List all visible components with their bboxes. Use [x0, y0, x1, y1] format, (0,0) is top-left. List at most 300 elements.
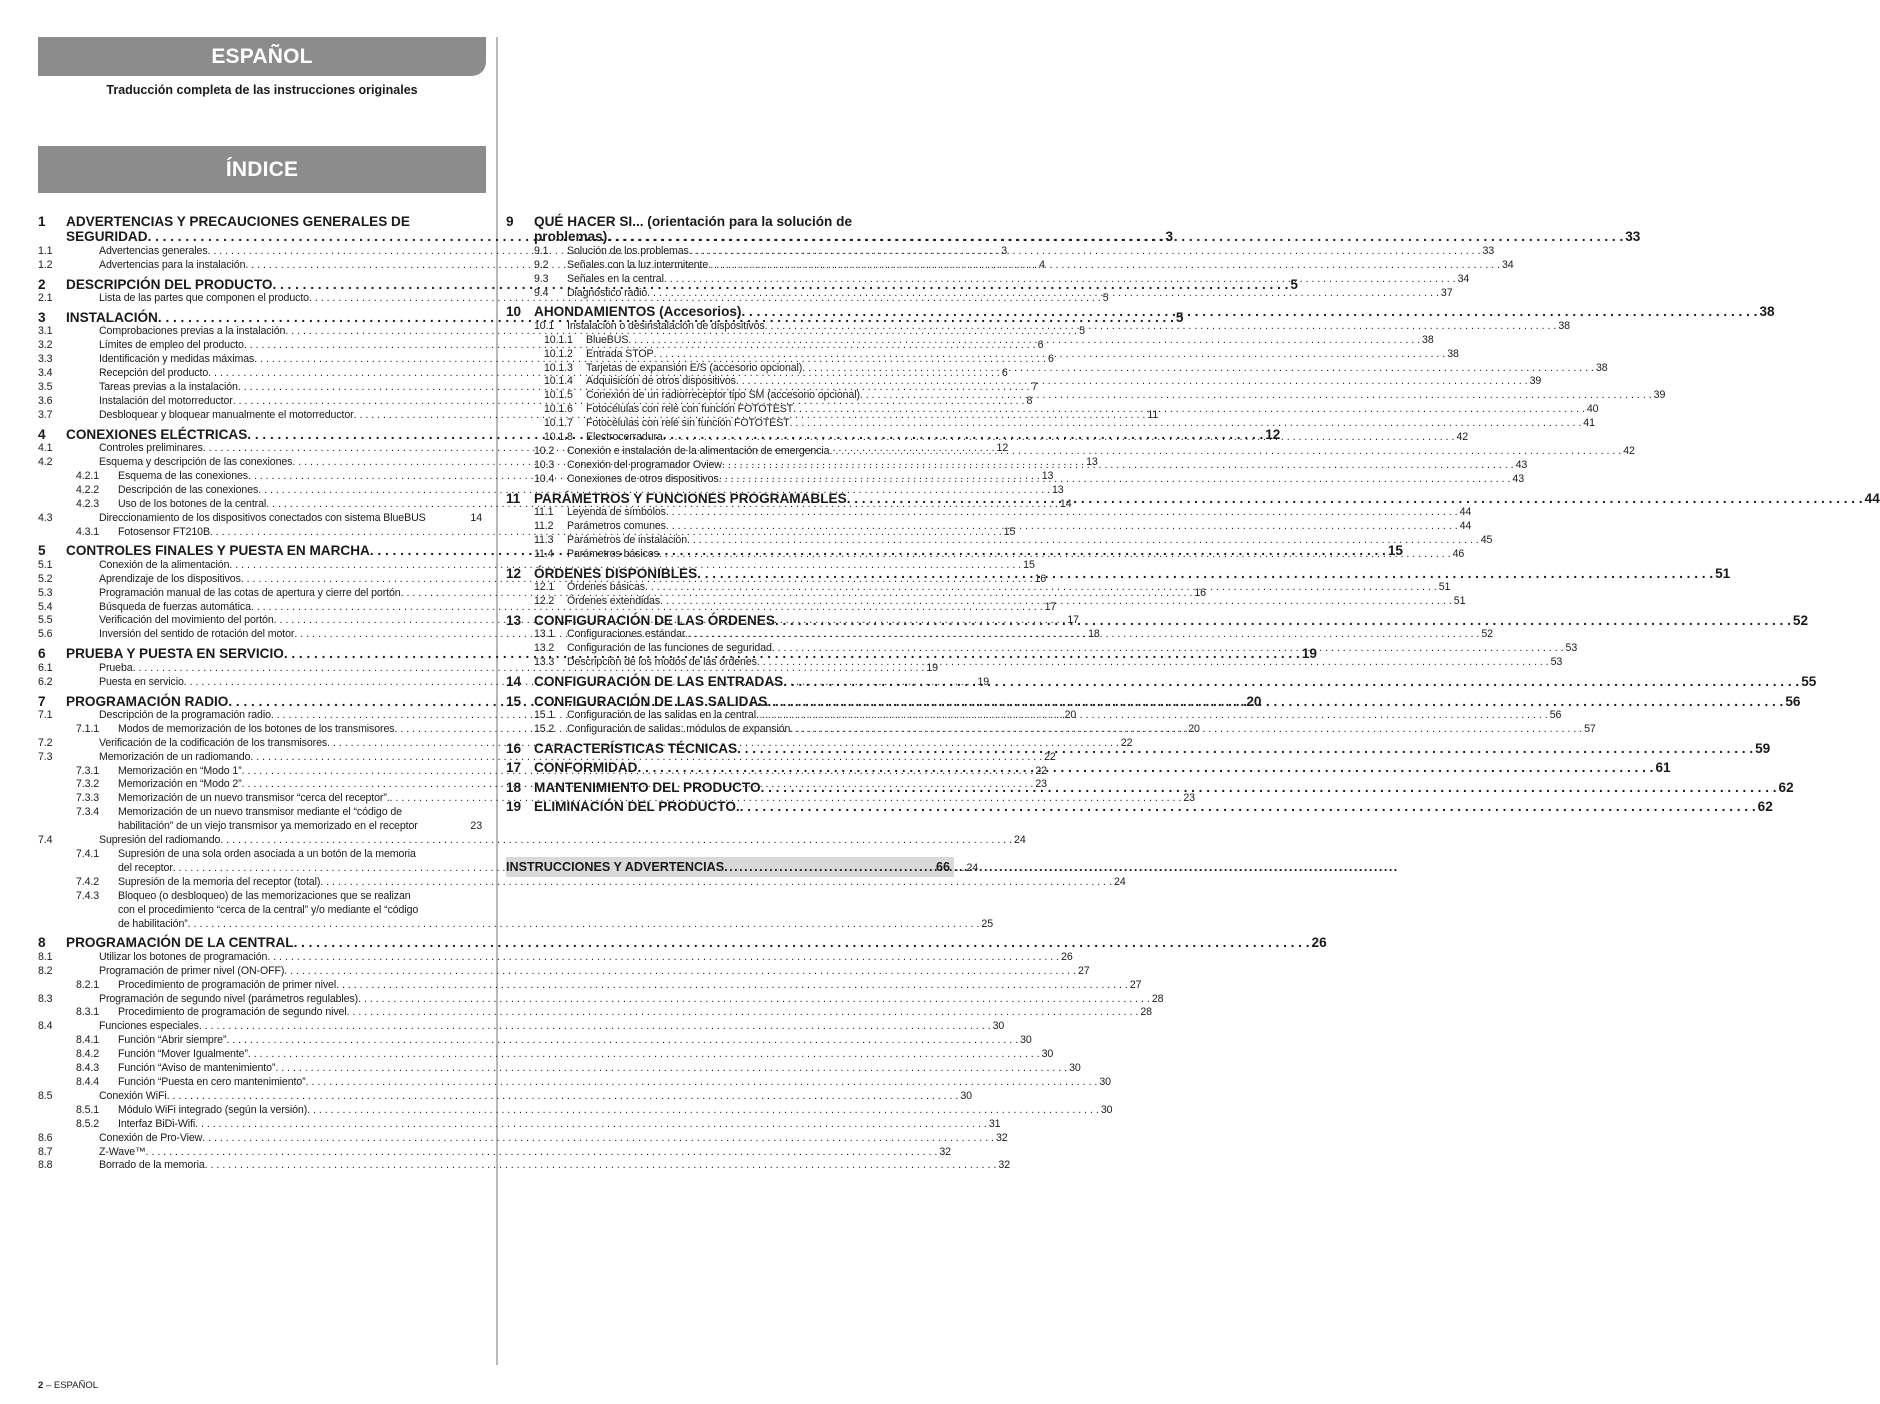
toc-subsection-title-text: Conexiones de otros dispositivos — [567, 472, 719, 485]
toc-subsection-number: 10.4 — [534, 472, 555, 485]
toc-subsection-entry[interactable] — [38, 950, 1073, 965]
toc-subsection-number: 7.4.3 — [76, 889, 100, 902]
toc-leader-dots — [306, 1076, 1098, 1090]
toc-title-last-line — [567, 287, 1453, 301]
footer-language: ESPAÑOL — [53, 1380, 99, 1391]
toc-leader-dots — [756, 709, 1548, 723]
toc-leader-dots — [275, 1062, 1067, 1076]
toc-leader-dots — [307, 1104, 1099, 1118]
toc-title-last-line — [586, 403, 1598, 417]
toc-title-last-line — [534, 760, 1671, 775]
toc-subsection-title-text: Señales con la luz intermitente — [567, 258, 709, 271]
toc-subsection-page: 56 — [1549, 708, 1562, 721]
toc-title-last-line — [99, 834, 1026, 848]
toc-subsection-entry[interactable] — [506, 258, 1514, 273]
toc-subsection-page: 23 — [1183, 792, 1195, 805]
toc-chapter-title-text: CONEXIONES ELÉCTRICAS — [66, 426, 248, 442]
toc-title-last-line — [567, 445, 1635, 459]
toc-subsection-title-text: Adquisición de otros dispositivos — [586, 375, 736, 388]
toc-subsection-title — [118, 1034, 1032, 1048]
toc-leader-dots — [688, 628, 1480, 642]
toc-subsection-number: 6.2 — [38, 675, 53, 688]
toc-subsection-entry[interactable] — [506, 417, 1595, 431]
toc-subsection-entry[interactable] — [506, 375, 1542, 389]
toc-subsection-entry[interactable] — [38, 1062, 1081, 1076]
toc-subsection-number: 9.4 — [534, 286, 549, 299]
toc-subsection-number: 8.5 — [38, 1089, 53, 1102]
toc-chapter-title-text: CARACTERÍSTICAS TÉCNICAS — [534, 740, 738, 756]
toc-subsection-entry[interactable] — [38, 750, 1056, 765]
toc-subsection-entry[interactable] — [38, 1020, 1005, 1034]
toc-subsection-number: 7.3.2 — [76, 778, 100, 791]
toc-chapter-number: 4 — [38, 426, 46, 442]
toc-subsection-number: 10.1.1 — [544, 333, 573, 346]
toc-subsection-page: 13 — [1051, 483, 1064, 496]
toc-subsection-number: 15.2 — [534, 722, 555, 735]
toc-subsection-title — [118, 979, 1141, 993]
toc-subsection-entry[interactable] — [38, 1006, 1152, 1020]
toc-subsection-title-text: Advertencias para la instalación — [99, 258, 246, 271]
toc-subsection-title-text: Prueba — [99, 661, 133, 674]
toc-subsection-entry[interactable] — [38, 1145, 951, 1160]
toc-subsection-entry[interactable] — [38, 834, 1026, 848]
toc-subsection-entry[interactable] — [506, 656, 1563, 670]
toc-title-last-line — [586, 362, 1608, 376]
toc-subsection-title-text: Supresión de la memoria del receptor (total) — [118, 875, 321, 888]
toc-subsection-page: 33 — [1482, 244, 1495, 257]
toc-subsection-page: 5 — [1102, 292, 1109, 305]
toc-chapter-page: 44 — [1864, 490, 1880, 506]
toc-chapter-title-text: CONFIGURACIÓN DE LAS SALIDAS — [534, 693, 768, 709]
toc-leader-dots — [772, 642, 1564, 656]
toc-leader-dots — [146, 1146, 938, 1160]
toc-chapter-title — [534, 491, 1880, 506]
toc-subsection-entry[interactable] — [506, 533, 1493, 548]
toc-title-last-line — [534, 674, 1816, 689]
toc-chapter-page: 3 — [1165, 229, 1174, 245]
toc-subsection-number: 5.4 — [38, 600, 53, 613]
toc-chapter-title — [534, 799, 1773, 814]
toc-subsection-page: 12 — [996, 442, 1009, 455]
toc-subsection-entry[interactable] — [38, 1117, 1001, 1132]
toc-subsection-entry[interactable] — [38, 1089, 972, 1104]
toc-title-line: Supresión de una sola orden asociada a un botón de la memoria — [118, 847, 416, 860]
toc-chapter-page: 15 — [1387, 543, 1403, 559]
toc-title-last-line — [586, 334, 1434, 348]
toc-subsection-number: 8.3.1 — [76, 1006, 100, 1019]
toc-subsection-title-text: Advertencias generales — [99, 244, 208, 257]
toc-subsection-page: 32 — [939, 1145, 951, 1158]
toc-subsection-page: 30 — [1099, 1075, 1111, 1088]
toc-leader-dots — [666, 506, 1458, 520]
toc-subsection-number: 9.1 — [534, 244, 549, 257]
toc-subsection-number: 8.4.3 — [76, 1062, 100, 1075]
toc-subsection-entry[interactable] — [38, 1131, 1008, 1146]
toc-leader-dots — [761, 780, 1777, 795]
toc-chapter-page: 33 — [1625, 229, 1641, 245]
toc-subsection-number: 10.1.6 — [544, 403, 573, 416]
toc-title-last-line — [118, 1118, 1000, 1132]
toc-subsection-number: 3.1 — [38, 325, 53, 338]
toc-subsection-title-text: Leyenda de símbolos — [567, 506, 666, 519]
toc-subsection-title-text: Memorización en “Modo 2” — [118, 778, 242, 791]
toc-chapter-number: 17 — [506, 760, 522, 776]
toc-subsection-title-text: Instalación o desinstalación de dispositivos — [567, 319, 765, 332]
toc-subsection-page: 14 — [470, 511, 482, 524]
toc-subsection-page: 25 — [981, 917, 994, 930]
toc-title-last-line — [567, 259, 1514, 273]
toc-subsection-number: 11.4 — [534, 547, 554, 560]
toc-subsection-page: 30 — [992, 1020, 1005, 1033]
toc-subsection-title — [567, 628, 1493, 642]
toc-subsection-title-text: Entrada STOP — [586, 347, 654, 360]
toc-section — [38, 935, 1327, 1173]
toc-subsection-title — [99, 512, 482, 526]
toc-subsection-entry[interactable] — [506, 347, 1459, 362]
toc-leader-dots — [790, 417, 1582, 431]
toc-subsection-title-text: Búsqueda de fuerzas automática — [99, 600, 251, 613]
toc-chapter-title-text: CONTROLES FINALES Y PUESTA EN MARCHA — [66, 543, 370, 559]
toc-subsection-title-text: BlueBUS — [586, 333, 629, 346]
toc-subsection-title — [567, 581, 1450, 595]
toc-subsection-title-text: Procedimiento de programación de primer nivel — [118, 978, 337, 991]
toc-subsection-number: 4.2.1 — [76, 469, 100, 482]
toc-subsection-title — [118, 1048, 1053, 1062]
toc-subsection-title-text: Fotosensor FT210B — [118, 525, 210, 538]
toc-leader-dots — [737, 741, 1753, 756]
toc-title-last-line — [99, 1020, 1004, 1034]
toc-title-last-line — [118, 1048, 1053, 1062]
toc-subsection-entry[interactable] — [38, 806, 482, 834]
toc-subsection-number: 3.2 — [38, 339, 53, 352]
toc-chapter-page: 19 — [1301, 646, 1317, 662]
toc-subsection-entry[interactable] — [38, 1048, 1054, 1062]
toc-subsection-title — [118, 1062, 1081, 1076]
toc-title-last-line — [534, 229, 1640, 244]
toc-chapter-page: 55 — [1801, 674, 1817, 690]
toc-title-last-line — [534, 304, 1775, 319]
toc-subsection-number: 7.3.4 — [76, 806, 100, 819]
toc-subsection-title — [586, 348, 1459, 362]
toc-subsection-title-text: Función “Abrir siempre” — [118, 1034, 227, 1047]
toc-title-last-line — [99, 1146, 951, 1160]
toc-subsection-entry[interactable] — [38, 875, 1126, 890]
toc-subsection-number: 5.5 — [38, 614, 53, 627]
toc-title-last-line — [118, 1104, 1112, 1118]
toc-subsection-title — [567, 273, 1469, 287]
toc-subsection-title — [118, 1118, 1000, 1132]
toc-subsection-title — [567, 656, 1562, 670]
toc-subsection-number: 8.4.4 — [76, 1075, 100, 1088]
toc-subsection-title-text: Módulo WiFi integrado (según la versión) — [118, 1103, 308, 1116]
toc-subsection-title-text: Conexión de un radiorreceptor tipo SM (accesorio opcional) — [586, 389, 860, 402]
toc-subsection-entry[interactable] — [38, 889, 994, 932]
toc-subsection-number: 3.7 — [38, 408, 53, 421]
toc-chapter-number: 12 — [506, 565, 522, 581]
toc-subsection-page: 32 — [995, 1131, 1008, 1144]
toc-subsection-page: 40 — [1586, 403, 1599, 416]
toc-chapter-number: 14 — [506, 674, 522, 690]
toc-chapter-number: 1 — [38, 214, 46, 229]
toc-subsection-page: 28 — [1151, 992, 1164, 1005]
toc-leader-dots — [757, 656, 1549, 670]
toc-subsection-page: 24 — [1014, 834, 1026, 847]
toc-title-last-line — [99, 1090, 972, 1104]
toc-chapter-page: 38 — [1759, 304, 1775, 320]
toc-subsection-title-text: Límites de empleo del producto — [99, 339, 244, 352]
toc-subsection-page: 28 — [1140, 1006, 1152, 1019]
toc-subsection-page: 19 — [926, 661, 938, 674]
toc-subsection-title-text: Puesta en servicio — [99, 675, 184, 688]
toc-subsection-page: 3 — [1001, 244, 1008, 257]
toc-subsection-number: 6.1 — [38, 661, 53, 674]
toc-subsection-title — [118, 1006, 1152, 1020]
toc-subsection-entry[interactable] — [38, 1075, 1111, 1090]
toc-leader-dots — [248, 1048, 1040, 1062]
toc-subsection-entry[interactable] — [506, 272, 1470, 287]
toc-leader-dots — [697, 566, 1713, 581]
toc-subsection-page: 42 — [1456, 431, 1469, 444]
toc-chapter-number: 18 — [506, 779, 522, 795]
toc-subsection-entry[interactable] — [38, 992, 1164, 1007]
toc-subsection-entry[interactable] — [38, 1103, 1113, 1118]
toc-subsection-title-text: Función “Aviso de mantenimiento” — [118, 1062, 276, 1075]
toc-subsection-title-text: Esquema de las conexiones — [118, 469, 249, 482]
toc-subsection-page: 34 — [1501, 258, 1514, 271]
toc-subsection-entry[interactable] — [506, 319, 1570, 334]
toc-chapter-page: 51 — [1715, 565, 1731, 581]
toc-chapter-page: 59 — [1755, 740, 1771, 756]
toc-subsection-page: 13 — [1041, 469, 1054, 482]
toc-subsection-title — [118, 890, 993, 932]
toc-title-line: Memorización de un nuevo transmisor mediante el “código de — [118, 806, 402, 819]
toc-subsection-entry[interactable] — [38, 978, 1142, 993]
toc-subsection-title-text: Conexión del programador Oview — [567, 458, 722, 471]
toc-title-last-line — [567, 506, 1471, 520]
toc-subsection-page: 23 — [470, 820, 482, 833]
toc-chapter-number: 8 — [38, 935, 46, 951]
toc-subsection-number: 1.2 — [38, 258, 53, 271]
toc-chapter-number: 3 — [38, 309, 46, 325]
toc-chapter-title-text: AHONDAMIENTOS (Accesorios) — [534, 304, 742, 320]
toc-subsection-number: 9.3 — [534, 272, 549, 285]
toc-subsection-entry[interactable] — [506, 506, 1472, 520]
toc-leader-dots — [628, 334, 1420, 348]
toc-subsection-entry[interactable] — [38, 512, 482, 526]
toc-subsection-title-text: Comprobaciones previas a la instalación — [99, 325, 286, 338]
toc-subsection-number: 12.2 — [534, 595, 555, 608]
toc-subsection-title — [99, 1132, 1008, 1146]
toc-title-last-line — [99, 1159, 1010, 1173]
toc-chapter-heading[interactable] — [506, 214, 1641, 245]
toc-title-last-line — [118, 979, 1141, 993]
toc-subsection-page: 51 — [1453, 595, 1466, 608]
toc-chapter-title — [66, 935, 1327, 950]
toc-subsection-title — [99, 951, 1073, 965]
toc-subsection-title — [567, 445, 1635, 459]
toc-leader-dots — [199, 1020, 991, 1034]
toc-leader-dots — [607, 229, 1623, 244]
toc-subsection-page: 38 — [1558, 319, 1570, 332]
toc-subsection-title — [586, 362, 1608, 376]
toc-chapter-heading[interactable] — [38, 935, 1327, 951]
toc-title-last-line — [567, 245, 1494, 259]
toc-leader-dots — [336, 979, 1128, 993]
toc-title-line: con el procedimiento “cerca de la central” y/o mediante el “código — [118, 903, 419, 916]
toc-subsection-number: 8.4.2 — [76, 1048, 100, 1061]
toc-subsection-entry[interactable] — [506, 244, 1495, 259]
toc-subsection-page: 38 — [1595, 361, 1608, 374]
toc-subsection-title-text: Señales en la central — [567, 272, 664, 285]
toc-instructions-entry[interactable] — [506, 857, 954, 877]
toc-subsection-number: 13.1 — [534, 628, 555, 641]
toc-title-line: QUÉ HACER SI... (orientación para la solución de — [534, 214, 852, 229]
toc-subsection-title — [567, 259, 1514, 273]
toc-subsection-title-text: Modos de memorización de los botones de los transmisores — [118, 722, 395, 735]
toc-subsection-entry[interactable] — [38, 964, 1090, 979]
toc-subsection-page: 37 — [1440, 286, 1453, 299]
toc-subsection-page: 30 — [1069, 1062, 1081, 1075]
toc-title-last-line — [567, 548, 1464, 562]
toc-subsection-page: 15 — [1023, 558, 1035, 571]
toc-subsection-number: 10.1 — [534, 319, 555, 332]
toc-chapter-number: 19 — [506, 798, 522, 814]
toc-chapter-title — [534, 613, 1808, 628]
toc-section — [506, 214, 1641, 300]
toc-subsection-page: 8 — [1026, 394, 1033, 407]
toc-subsection-title — [567, 723, 1596, 737]
toc-subsection-title — [567, 473, 1524, 487]
toc-leader-dots — [775, 613, 1791, 628]
toc-subsection-title-text: Tarjetas de expansión E/S (accesorio opcional) — [586, 361, 803, 374]
toc-chapter-title-text: MANTENIMIENTO DEL PRODUCTO — [534, 779, 761, 795]
toc-subsection-number: 8.3 — [38, 992, 53, 1005]
toc-subsection-title-text: Electrocerradura — [586, 431, 663, 444]
toc-subsection-title — [99, 834, 1026, 848]
toc-title-last-line — [567, 656, 1562, 670]
toc-subsection-title-text: Direccionamiento de los dispositivos conectados con sistema BlueBUS — [99, 511, 426, 524]
toc-chapter-page: 12 — [1265, 426, 1281, 442]
toc-subsection-title-text: Desbloquear y bloquear manualmente el motorreductor — [99, 408, 354, 421]
toc-chapter-title-text: ÓRDENES DISPONIBLES — [534, 565, 698, 581]
toc-subsection-number: 11.1 — [534, 506, 554, 519]
toc-subsection-title-text: Inversión del sentido de rotación del motor — [99, 628, 295, 641]
toc-subsection-number: 10.3 — [534, 458, 555, 471]
toc-title-last-line — [118, 1062, 1081, 1076]
toc-subsection-title-text: Configuración de las funciones de seguridad — [567, 642, 772, 655]
toc-subsection-number: 7.2 — [38, 736, 53, 749]
toc-chapter-title-text: PROGRAMACIÓN RADIO — [66, 693, 229, 709]
toc-subsection-number: 4.2 — [38, 456, 53, 468]
toc-chapter-page: 56 — [1785, 693, 1801, 709]
toc-subsection-title-text: Fotocélulas con relé sin función FOTOTEST — [586, 417, 790, 430]
toc-title-last-line — [586, 417, 1595, 431]
toc-chapter-page: 5 — [1175, 309, 1184, 325]
toc-subsection-number: 2.1 — [38, 292, 53, 305]
toc-title-last-line — [118, 820, 482, 834]
toc-subsection-title — [99, 993, 1163, 1007]
document-subtitle: Traducción completa de las instrucciones originales — [106, 83, 418, 97]
toc-subsection-page: 18 — [1088, 628, 1100, 641]
toc-subsection-page: 13 — [1086, 456, 1098, 468]
toc-chapter-heading[interactable] — [506, 304, 1775, 320]
language-banner: ESPAÑOL — [38, 37, 486, 76]
toc-subsection-page: 22 — [1035, 764, 1047, 777]
toc-subsection-title-text: Borrado de la memoria — [99, 1159, 205, 1172]
toc-subsection-title — [567, 709, 1561, 723]
toc-subsection-entry[interactable] — [506, 286, 1453, 301]
toc-subsection-title — [586, 431, 1468, 445]
toc-subsection-entry[interactable] — [506, 361, 1608, 376]
toc-subsection-number: 5.6 — [38, 628, 53, 641]
toc-subsection-page: 38 — [1447, 347, 1459, 360]
toc-chapter-title-text: PROGRAMACIÓN DE LA CENTRAL — [66, 935, 294, 951]
toc-subsection-title-text: Z-Wave™ — [99, 1145, 146, 1158]
toc-chapter-title-text: INSTALACIÓN — [66, 309, 158, 325]
toc-subsection-title-text: del receptor — [118, 861, 173, 874]
toc-subsection-number: 3.5 — [38, 380, 53, 393]
toc-subsection-title-text: Utilizar los botones de programación — [99, 950, 268, 963]
toc-chapter-title-text: PRUEBA Y PUESTA EN SERVICIO — [66, 646, 284, 662]
toc-chapter-page: 62 — [1778, 779, 1794, 795]
toc-subsection-page: 16 — [1034, 572, 1047, 585]
toc-subsection-entry[interactable] — [38, 1034, 1032, 1048]
toc-subsection-title — [99, 1146, 951, 1160]
toc-title-last-line — [567, 273, 1469, 287]
toc-subsection-number: 13.2 — [534, 642, 555, 655]
toc-subsection-title-text: Interfaz BiDi-Wifi — [118, 1117, 196, 1130]
toc-subsection-title-text: Aprendizaje de los dispositivos — [99, 572, 241, 585]
toc-chapter-number: 16 — [506, 740, 522, 756]
toc-subsection-entry[interactable] — [38, 1159, 1010, 1173]
toc-subsection-number: 4.2.3 — [76, 497, 100, 510]
toc-subsection-page: 32 — [998, 1159, 1010, 1172]
toc-chapter-page: 61 — [1655, 760, 1671, 776]
toc-title-last-line — [567, 709, 1561, 723]
toc-subsection-page: 44 — [1459, 520, 1472, 533]
toc-subsection-title — [586, 375, 1541, 389]
toc-subsection-page: 43 — [1515, 458, 1528, 471]
footer-page-number: 2 — [38, 1380, 44, 1391]
toc-leader-dots — [660, 595, 1452, 609]
toc-leader-dots — [358, 993, 1150, 1007]
toc-subsection-page: 57 — [1584, 722, 1596, 735]
toc-title-last-line — [567, 473, 1524, 487]
toc-subsection-page: 38 — [1422, 333, 1434, 346]
toc-subsection-number: 8.5.1 — [76, 1103, 100, 1116]
toc-subsection-title-text: Uso de los botones de la central — [118, 497, 267, 510]
toc-subsection-number: 8.6 — [38, 1131, 53, 1144]
toc-subsection-entry[interactable] — [506, 333, 1434, 348]
toc-subsection-title-text: Órdenes básicas — [567, 581, 645, 594]
toc-subsection-number: 7.3 — [38, 750, 53, 763]
toc-subsection-page: 11 — [1147, 408, 1159, 421]
toc-subsection-title-text: Tareas previas a la instalación — [99, 380, 238, 393]
toc-subsection-entry[interactable] — [506, 389, 1666, 403]
toc-subsection-number: 5.1 — [38, 558, 53, 571]
toc-leader-dots — [267, 951, 1059, 965]
toc-subsection-number: 11.3 — [534, 533, 554, 546]
toc-chapter-number: 5 — [38, 543, 46, 559]
toc-subsection-number: 4.3 — [38, 511, 53, 524]
toc-chapter-page: 26 — [1311, 935, 1327, 951]
toc-subsection-page: 26 — [1061, 950, 1073, 963]
toc-title-last-line — [99, 951, 1073, 965]
toc-subsection-page: 53 — [1550, 656, 1563, 669]
toc-leader-dots — [226, 1034, 1018, 1048]
toc-leader-dots — [741, 304, 1757, 319]
toc-subsection-number: 5.2 — [38, 572, 53, 585]
